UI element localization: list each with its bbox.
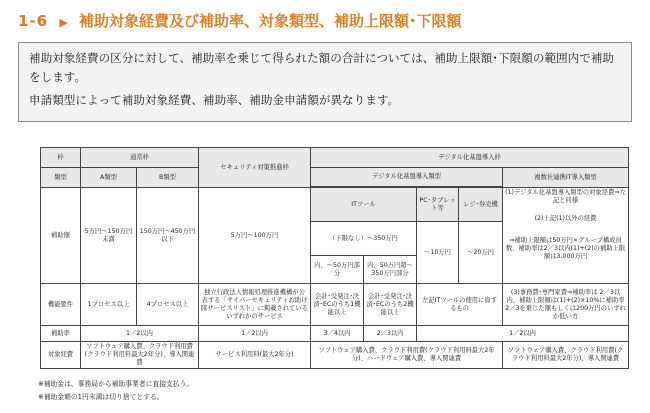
multi-amount-1: (1)デジタル化基盤導入類型の対象経費⇒左記と同様 — [505, 189, 626, 204]
it-low-amount: 内、～50万円部分 — [311, 256, 364, 284]
multi-keihi: ソフトウェア購入費、クラウド利用費(クラウド利用料最大2年分)、導入関連費 — [503, 342, 629, 369]
header-tsujo: 通常枠 — [81, 148, 199, 168]
a-amount: 5万円～150万円未満 — [81, 188, 137, 284]
multi-amount-2: (2)上記(1)以外の経費 — [534, 215, 597, 222]
pc-reji-kino: 左記ITツールの使用に資するもの — [417, 284, 503, 326]
footnote-2: ※補助金額の1円未満は切り捨てとする。 — [38, 393, 164, 401]
header-ruikei: 類型 — [41, 168, 81, 188]
tsujo-keihi: ソフトウェア購入費、クラウド利用費(クラウド利用料最大2年分)、導入関連費 — [81, 342, 199, 369]
pc-amount: ～10万円 — [417, 222, 459, 284]
section-title: 補助対象経費及び補助率、対象類型、補助上限額･下限額 — [79, 12, 462, 30]
header-reji: レジ･券売機 — [459, 188, 503, 222]
section-heading — [18, 10, 462, 31]
security-rate: 1／2以内 — [199, 326, 311, 342]
section-number: 1-6 — [18, 12, 49, 30]
header-digital-type: デジタル化基盤導入類型 — [311, 168, 503, 187]
pc-multi-rate: 1／2以内 — [417, 326, 629, 342]
row-label-keihi: 対象経費 — [41, 342, 81, 369]
header-security: セキュリティ対策推進枠 — [199, 148, 311, 188]
row-label-rate: 補助率 — [41, 326, 81, 342]
row-label-kino: 機能要件 — [41, 284, 81, 326]
b-amount: 150万円～450万円以下 — [137, 188, 199, 284]
a-kino: 1プロセス以上 — [81, 284, 137, 326]
b-kino: 4プロセス以上 — [137, 284, 199, 326]
multi-amount-3: ⇒補助上限額は50万円×グループ構成員数、補助率は2／3以内(1)+(2)の補助上限額は3,000万円 — [505, 237, 626, 260]
header-waku: 枠 — [41, 148, 81, 168]
security-kino: 独立行政法人情報処理推進機構が公表する「サイバーセキュリティお助け隊サービスリスト」に掲載されているいずれかのサービス — [199, 284, 311, 326]
header-a-type: A類型 — [81, 168, 137, 188]
header-b-type: B類型 — [137, 168, 199, 188]
row-label-hojo: 補助額 — [41, 188, 81, 284]
subsidy-table — [40, 147, 629, 369]
multi-kino: (3)事務費･専門家費⇒補助率は 2／3以内、補助上限額は(1)+(2)×10%に補助率2／3を乗じた額もしくは200万円のいずれか低い方 — [503, 284, 629, 326]
digital-keihi: ソフトウェア購入費、クラウド利用費(クラウド利用料最大2年分)、ハードウェア購入費、導入関連費 — [311, 342, 503, 369]
it-total-amount: （下限なし）～350万円 — [311, 222, 417, 256]
multi-amount — [503, 188, 629, 284]
note-line-2: 申請類型によって補助対象経費、補助率、補助金申請額が異なります。 — [29, 93, 400, 107]
note-box — [18, 42, 632, 122]
it-low-rate: 3／4以内 — [311, 326, 364, 342]
it-high-rate: 2／3以内 — [364, 326, 417, 342]
it-high-amount: 内、50万円超～350万円部分 — [364, 256, 417, 284]
security-amount: 5万円～100万円 — [199, 188, 311, 284]
note-line-1: 補助対象経費の区分に対して、補助率を乗じて得られた額の合計については、補助上限額･下限額の範囲内で補助をします。 — [29, 51, 615, 84]
header-digital: デジタル化基盤導入枠 — [311, 148, 629, 168]
reji-amount: ～20万円 — [459, 222, 503, 284]
footnotes — [38, 378, 193, 404]
it-high-kino: 会計･受発注･決済･ECのうち2機能以上 — [364, 284, 417, 326]
footnote-1: ※補助金は、事務局から補助事業者に直接支払う。 — [38, 380, 194, 388]
tsujo-rate: 1／2以内 — [81, 326, 199, 342]
header-fukusu: 複数社連携IT導入類型 — [503, 168, 629, 188]
header-pc: PC･タブレット等 — [417, 188, 459, 222]
it-low-kino: 会計･受発注･決済･ECのうち1機能以上 — [311, 284, 364, 326]
header-ittool: ITツール — [311, 188, 417, 222]
security-keihi: サービス利用料(最大2年分) — [199, 342, 311, 369]
triangle-arrow-icon: ▶ — [59, 16, 68, 29]
